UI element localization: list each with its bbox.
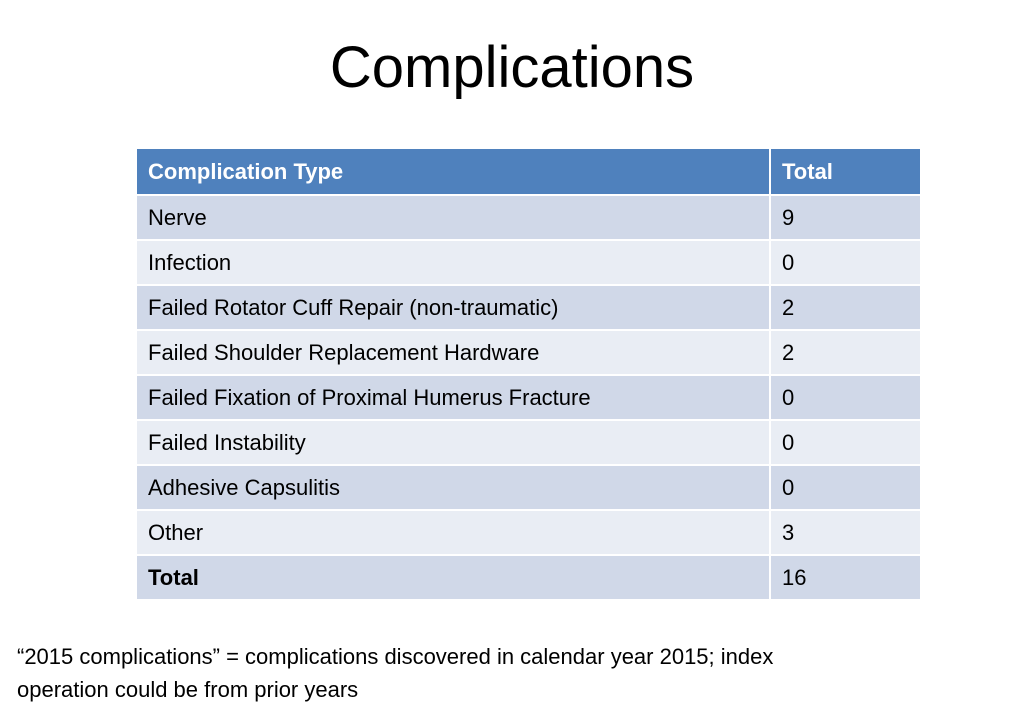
table-row bbox=[137, 330, 920, 375]
grand-total-cell: 16 bbox=[770, 555, 920, 600]
total-cell: 0 bbox=[770, 375, 920, 420]
footnote-line-1: “2015 complications” = complications discovered in calendar year 2015; index bbox=[17, 644, 774, 669]
complications-table bbox=[137, 149, 920, 601]
column-header-total: Total bbox=[770, 149, 920, 195]
table-row bbox=[137, 375, 920, 420]
complication-type-cell: Infection bbox=[137, 240, 770, 285]
table-row bbox=[137, 510, 920, 555]
complication-type-cell: Failed Shoulder Replacement Hardware bbox=[137, 330, 770, 375]
total-cell: 2 bbox=[770, 330, 920, 375]
complication-type-cell: Failed Fixation of Proximal Humerus Fracture bbox=[137, 375, 770, 420]
complication-type-cell: Failed Instability bbox=[137, 420, 770, 465]
column-header-complication-type: Complication Type bbox=[137, 149, 770, 195]
table-row bbox=[137, 240, 920, 285]
complication-type-cell: Failed Rotator Cuff Repair (non-traumatic) bbox=[137, 285, 770, 330]
total-cell: 2 bbox=[770, 285, 920, 330]
total-cell: 9 bbox=[770, 195, 920, 240]
table-row bbox=[137, 285, 920, 330]
complication-type-cell: Other bbox=[137, 510, 770, 555]
complication-type-cell: Nerve bbox=[137, 195, 770, 240]
table-header-row bbox=[137, 149, 920, 195]
total-cell: 0 bbox=[770, 240, 920, 285]
table-row bbox=[137, 420, 920, 465]
table-row bbox=[137, 465, 920, 510]
table-total-row bbox=[137, 555, 920, 600]
slide-title: Complications bbox=[329, 35, 695, 100]
complication-type-cell: Adhesive Capsulitis bbox=[137, 465, 770, 510]
table-row bbox=[137, 195, 920, 240]
total-cell: 0 bbox=[770, 420, 920, 465]
total-cell: 0 bbox=[770, 465, 920, 510]
total-cell: 3 bbox=[770, 510, 920, 555]
complications-table-container bbox=[137, 149, 920, 601]
total-label-cell: Total bbox=[137, 555, 770, 600]
footnote-line-2: operation could be from prior years bbox=[17, 677, 359, 702]
footnote bbox=[17, 640, 977, 706]
